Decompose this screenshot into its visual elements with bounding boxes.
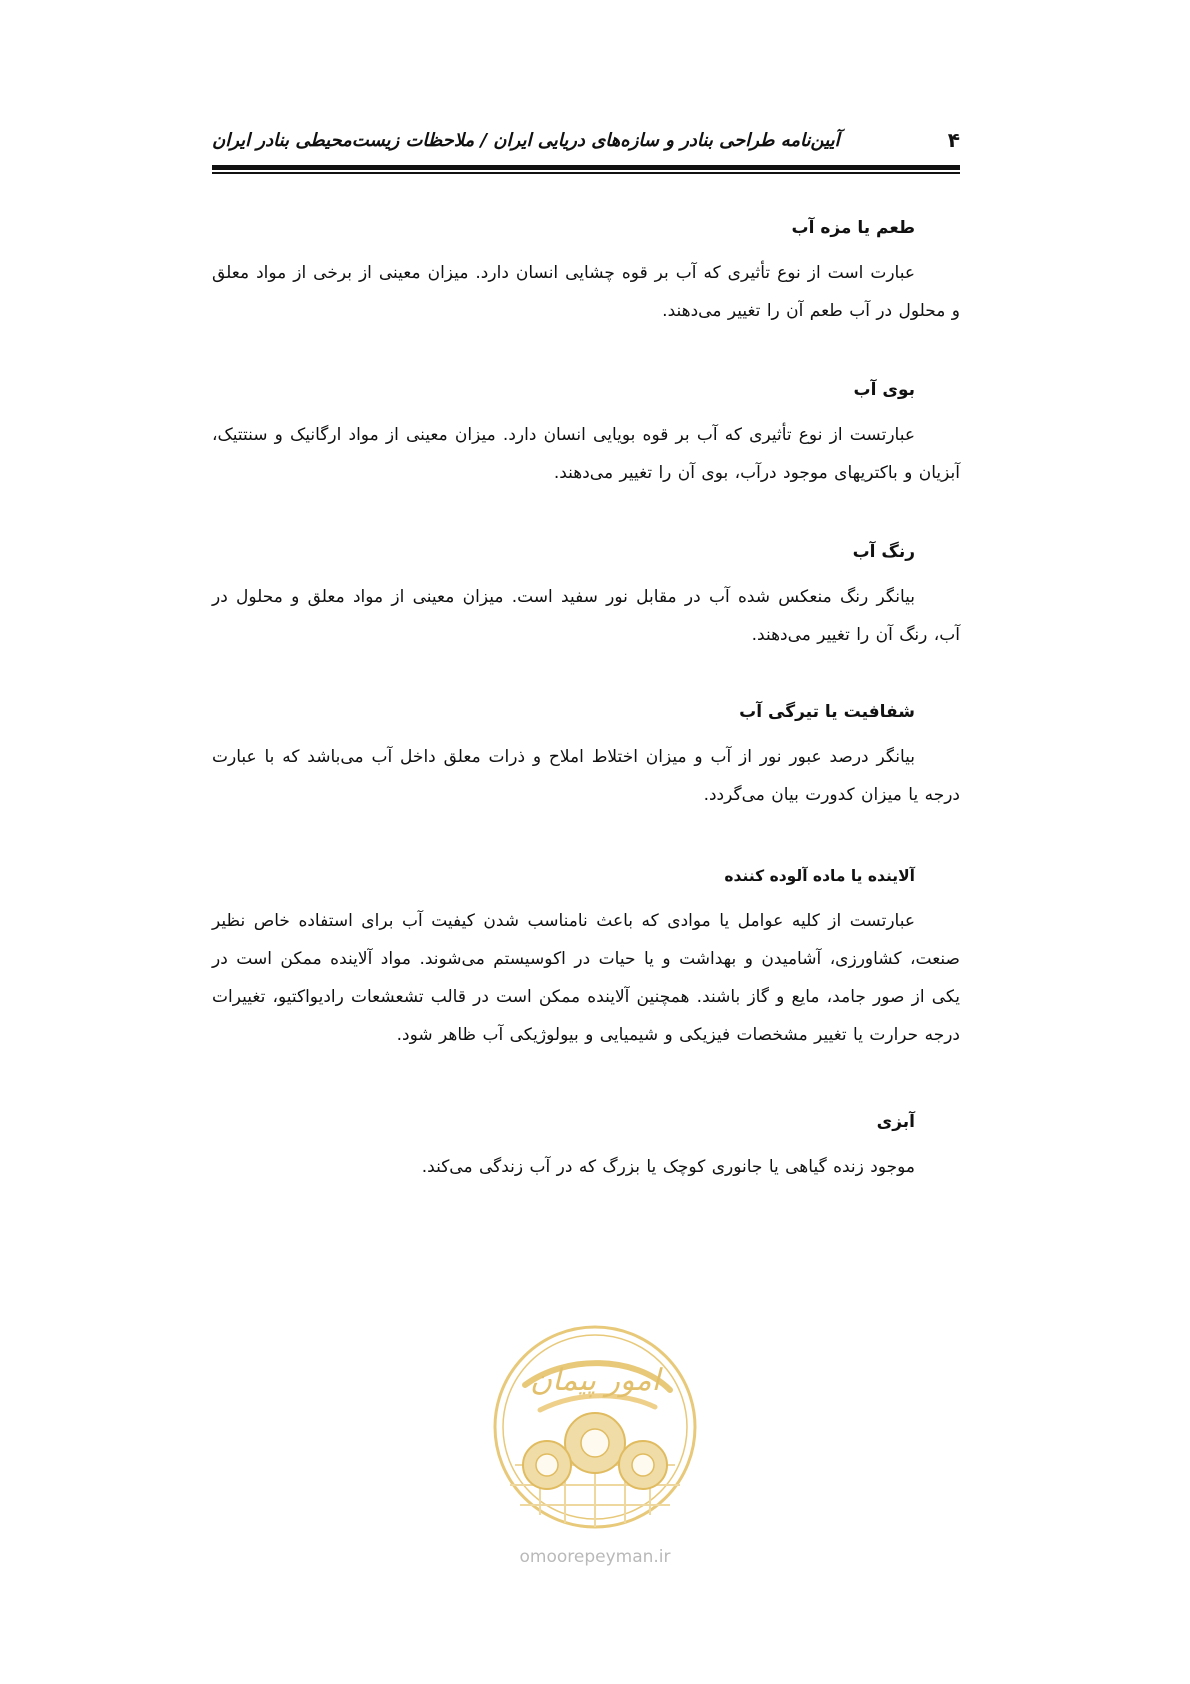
section-heading: بوی آب: [853, 380, 915, 400]
section-odor: [212, 372, 960, 534]
watermark-emblem-icon: [485, 1315, 705, 1545]
section-heading: آبزی: [876, 1112, 915, 1132]
section-paragraph: عبارت است از نوع تأثیری که آب بر قوه چشایی انسان دارد. میزان معینی از برخی از مواد معلق و محلول در آب طعم آن را تغییر می‌دهند.: [212, 263, 960, 321]
section-turbidity: [212, 694, 960, 858]
header-rule-thin: [212, 172, 960, 174]
section-heading: آلاینده یا ماده آلوده کننده: [724, 867, 915, 885]
page-header: [212, 118, 960, 158]
section-paragraph: عبارتست از کلیه عوامل یا موادی که باعث نامناسب شدن کیفیت آب برای استفاده خاص نظیر صنعت، کشاورزی، آشامیدن و بهداشت و یا حیات در اکوسیستم می‌شوند. مواد آلاینده ممکن است در یکی از صور جامد، مایع و گاز باشند. همچنین آلاینده ممکن است در قالب تشعشعات رادیواکتیو، تغییرات درجه حرارت یا تغییر مشخصات فیزیکی و شیمیایی و بیولوژیکی آب ظاهر شود.: [212, 911, 960, 1045]
watermark-url: omoorepeyman.ir: [519, 1547, 671, 1567]
section-paragraph: بیانگر رنگ منعکس شده آب در مقابل نور سفید است. میزان معینی از مواد معلق و محلول در آب، رنگ آن را تغییر می‌دهند.: [212, 587, 960, 645]
section-heading: شفافیت یا تیرگی آب: [739, 702, 915, 722]
running-title: آیین‌نامه طراحی بنادر و سازه‌های دریایی ایران / ملاحظات زیست‌محیطی بنادر ایران: [212, 130, 840, 151]
watermark-logo: [485, 1315, 705, 1585]
page-content: [212, 210, 960, 1186]
section-heading: طعم یا مزه آب: [791, 218, 915, 238]
section-paragraph: عبارتست از نوع تأثیری که آب بر قوه بویایی انسان دارد. میزان معینی از مواد ارگانیک و سنتتیک، آبزیان و باکتریهای موجود درآب، بوی آن را تغییر می‌دهند.: [212, 425, 960, 483]
logo-lettering: امور پیمان: [530, 1363, 660, 1398]
section-color: [212, 534, 960, 694]
section-heading: رنگ آب: [852, 542, 915, 562]
section-pollutant: [212, 858, 960, 1104]
header-rule-thick: [212, 165, 960, 170]
section-paragraph: موجود زنده گیاهی یا جانوری کوچک یا بزرگ که در آب زندگی می‌کند.: [421, 1157, 915, 1177]
section-paragraph: بیانگر درصد عبور نور از آب و میزان اختلاط املاح و ذرات معلق داخل آب می‌باشد که با عبارت درجه یا میزان کدورت بیان می‌گردد.: [212, 747, 960, 805]
page-number: ۴: [947, 128, 960, 152]
section-taste: [212, 210, 960, 372]
section-aquatic: [212, 1104, 960, 1186]
